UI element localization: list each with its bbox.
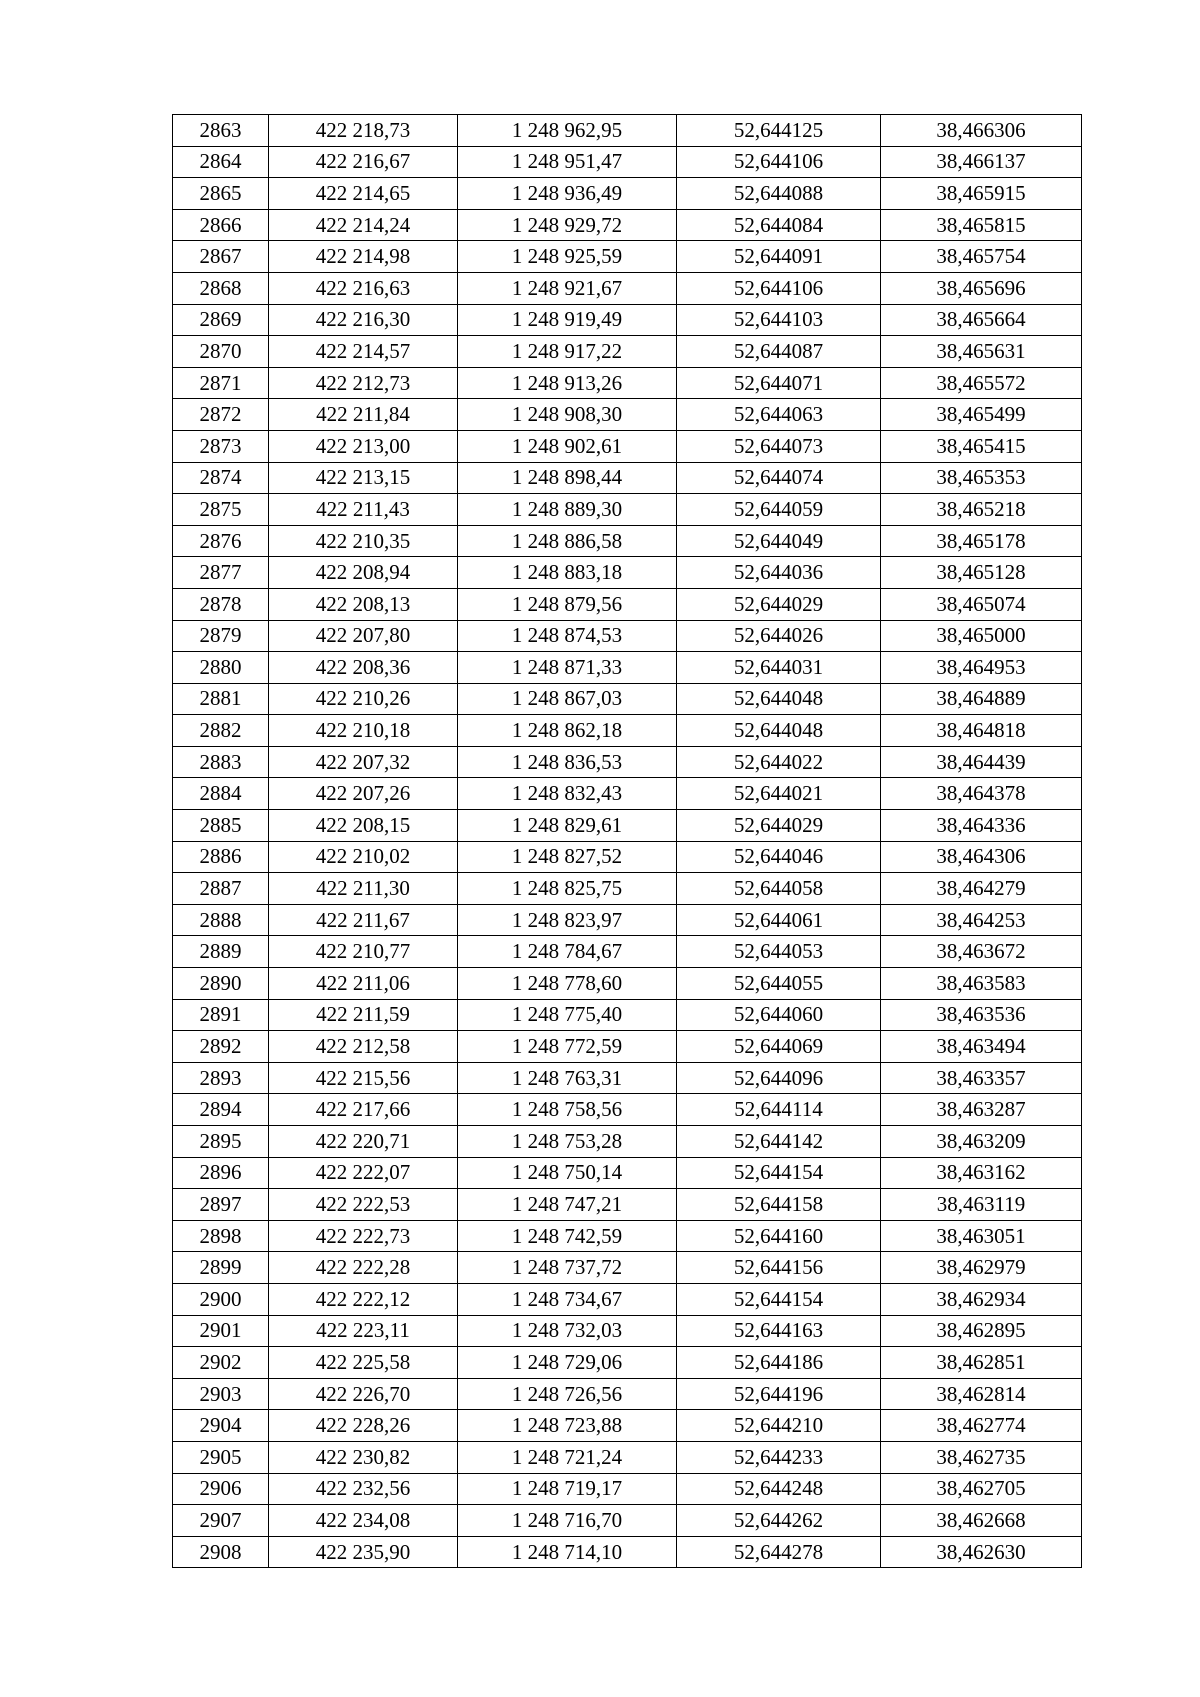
x-coordinate-cell: 422 211,84 xyxy=(269,399,458,431)
point-number-cell: 2902 xyxy=(173,1347,269,1379)
table-row xyxy=(173,1410,1082,1442)
longitude-cell: 38,463209 xyxy=(881,1126,1082,1158)
x-coordinate-cell: 422 208,13 xyxy=(269,588,458,620)
y-coordinate-cell: 1 248 763,31 xyxy=(458,1062,677,1094)
point-number-cell: 2866 xyxy=(173,209,269,241)
longitude-cell: 38,462735 xyxy=(881,1441,1082,1473)
y-coordinate-cell: 1 248 886,58 xyxy=(458,525,677,557)
point-number-cell: 2867 xyxy=(173,241,269,273)
point-number-cell: 2882 xyxy=(173,715,269,747)
x-coordinate-cell: 422 208,15 xyxy=(269,810,458,842)
latitude-cell: 52,644106 xyxy=(677,146,881,178)
x-coordinate-cell: 422 211,06 xyxy=(269,968,458,1000)
x-coordinate-cell: 422 218,73 xyxy=(269,115,458,147)
latitude-cell: 52,644029 xyxy=(677,810,881,842)
longitude-cell: 38,465074 xyxy=(881,588,1082,620)
table-row xyxy=(173,1157,1082,1189)
longitude-cell: 38,463357 xyxy=(881,1062,1082,1094)
longitude-cell: 38,465000 xyxy=(881,620,1082,652)
longitude-cell: 38,464253 xyxy=(881,904,1082,936)
x-coordinate-cell: 422 216,30 xyxy=(269,304,458,336)
y-coordinate-cell: 1 248 825,75 xyxy=(458,873,677,905)
x-coordinate-cell: 422 210,26 xyxy=(269,683,458,715)
point-number-cell: 2888 xyxy=(173,904,269,936)
latitude-cell: 52,644091 xyxy=(677,241,881,273)
longitude-cell: 38,465128 xyxy=(881,557,1082,589)
table-row xyxy=(173,683,1082,715)
longitude-cell: 38,466306 xyxy=(881,115,1082,147)
point-number-cell: 2877 xyxy=(173,557,269,589)
y-coordinate-cell: 1 248 734,67 xyxy=(458,1283,677,1315)
y-coordinate-cell: 1 248 750,14 xyxy=(458,1157,677,1189)
y-coordinate-cell: 1 248 883,18 xyxy=(458,557,677,589)
table-row xyxy=(173,588,1082,620)
y-coordinate-cell: 1 248 747,21 xyxy=(458,1189,677,1221)
x-coordinate-cell: 422 214,98 xyxy=(269,241,458,273)
longitude-cell: 38,464306 xyxy=(881,841,1082,873)
point-number-cell: 2898 xyxy=(173,1220,269,1252)
point-number-cell: 2894 xyxy=(173,1094,269,1126)
table-row xyxy=(173,1473,1082,1505)
point-number-cell: 2892 xyxy=(173,1031,269,1063)
table-row xyxy=(173,336,1082,368)
longitude-cell: 38,465915 xyxy=(881,178,1082,210)
y-coordinate-cell: 1 248 742,59 xyxy=(458,1220,677,1252)
longitude-cell: 38,463672 xyxy=(881,936,1082,968)
latitude-cell: 52,644060 xyxy=(677,999,881,1031)
longitude-cell: 38,462851 xyxy=(881,1347,1082,1379)
y-coordinate-cell: 1 248 772,59 xyxy=(458,1031,677,1063)
y-coordinate-cell: 1 248 729,06 xyxy=(458,1347,677,1379)
x-coordinate-cell: 422 225,58 xyxy=(269,1347,458,1379)
longitude-cell: 38,464818 xyxy=(881,715,1082,747)
point-number-cell: 2889 xyxy=(173,936,269,968)
y-coordinate-cell: 1 248 917,22 xyxy=(458,336,677,368)
x-coordinate-cell: 422 212,58 xyxy=(269,1031,458,1063)
latitude-cell: 52,644103 xyxy=(677,304,881,336)
point-number-cell: 2890 xyxy=(173,968,269,1000)
y-coordinate-cell: 1 248 919,49 xyxy=(458,304,677,336)
x-coordinate-cell: 422 217,66 xyxy=(269,1094,458,1126)
latitude-cell: 52,644142 xyxy=(677,1126,881,1158)
longitude-cell: 38,464439 xyxy=(881,746,1082,778)
y-coordinate-cell: 1 248 862,18 xyxy=(458,715,677,747)
x-coordinate-cell: 422 234,08 xyxy=(269,1505,458,1537)
latitude-cell: 52,644046 xyxy=(677,841,881,873)
longitude-cell: 38,464953 xyxy=(881,652,1082,684)
longitude-cell: 38,464378 xyxy=(881,778,1082,810)
x-coordinate-cell: 422 207,32 xyxy=(269,746,458,778)
x-coordinate-cell: 422 222,07 xyxy=(269,1157,458,1189)
y-coordinate-cell: 1 248 902,61 xyxy=(458,430,677,462)
y-coordinate-cell: 1 248 874,53 xyxy=(458,620,677,652)
latitude-cell: 52,644210 xyxy=(677,1410,881,1442)
table-row xyxy=(173,810,1082,842)
longitude-cell: 38,465664 xyxy=(881,304,1082,336)
x-coordinate-cell: 422 211,67 xyxy=(269,904,458,936)
longitude-cell: 38,465218 xyxy=(881,494,1082,526)
longitude-cell: 38,462934 xyxy=(881,1283,1082,1315)
longitude-cell: 38,464889 xyxy=(881,683,1082,715)
x-coordinate-cell: 422 214,24 xyxy=(269,209,458,241)
latitude-cell: 52,644058 xyxy=(677,873,881,905)
x-coordinate-cell: 422 222,12 xyxy=(269,1283,458,1315)
longitude-cell: 38,463536 xyxy=(881,999,1082,1031)
point-number-cell: 2881 xyxy=(173,683,269,715)
x-coordinate-cell: 422 220,71 xyxy=(269,1126,458,1158)
y-coordinate-cell: 1 248 778,60 xyxy=(458,968,677,1000)
latitude-cell: 52,644087 xyxy=(677,336,881,368)
y-coordinate-cell: 1 248 784,67 xyxy=(458,936,677,968)
point-number-cell: 2870 xyxy=(173,336,269,368)
y-coordinate-cell: 1 248 832,43 xyxy=(458,778,677,810)
x-coordinate-cell: 422 222,73 xyxy=(269,1220,458,1252)
longitude-cell: 38,462630 xyxy=(881,1536,1082,1568)
table-row xyxy=(173,715,1082,747)
point-number-cell: 2873 xyxy=(173,430,269,462)
point-number-cell: 2897 xyxy=(173,1189,269,1221)
x-coordinate-cell: 422 210,77 xyxy=(269,936,458,968)
y-coordinate-cell: 1 248 753,28 xyxy=(458,1126,677,1158)
table-row xyxy=(173,1536,1082,1568)
table-row xyxy=(173,1347,1082,1379)
point-number-cell: 2869 xyxy=(173,304,269,336)
point-number-cell: 2904 xyxy=(173,1410,269,1442)
y-coordinate-cell: 1 248 823,97 xyxy=(458,904,677,936)
y-coordinate-cell: 1 248 726,56 xyxy=(458,1378,677,1410)
table-row xyxy=(173,1315,1082,1347)
point-number-cell: 2880 xyxy=(173,652,269,684)
point-number-cell: 2884 xyxy=(173,778,269,810)
x-coordinate-cell: 422 210,35 xyxy=(269,525,458,557)
table-row xyxy=(173,1252,1082,1284)
latitude-cell: 52,644096 xyxy=(677,1062,881,1094)
table-row xyxy=(173,841,1082,873)
x-coordinate-cell: 422 211,43 xyxy=(269,494,458,526)
latitude-cell: 52,644156 xyxy=(677,1252,881,1284)
point-number-cell: 2899 xyxy=(173,1252,269,1284)
table-row xyxy=(173,873,1082,905)
point-number-cell: 2901 xyxy=(173,1315,269,1347)
latitude-cell: 52,644248 xyxy=(677,1473,881,1505)
latitude-cell: 52,644186 xyxy=(677,1347,881,1379)
longitude-cell: 38,465815 xyxy=(881,209,1082,241)
x-coordinate-cell: 422 230,82 xyxy=(269,1441,458,1473)
longitude-cell: 38,466137 xyxy=(881,146,1082,178)
table-row xyxy=(173,272,1082,304)
point-number-cell: 2896 xyxy=(173,1157,269,1189)
x-coordinate-cell: 422 216,63 xyxy=(269,272,458,304)
table-row xyxy=(173,1062,1082,1094)
y-coordinate-cell: 1 248 716,70 xyxy=(458,1505,677,1537)
table-row xyxy=(173,115,1082,147)
y-coordinate-cell: 1 248 913,26 xyxy=(458,367,677,399)
table-row xyxy=(173,1189,1082,1221)
table-row xyxy=(173,367,1082,399)
table-row xyxy=(173,620,1082,652)
point-number-cell: 2879 xyxy=(173,620,269,652)
y-coordinate-cell: 1 248 867,03 xyxy=(458,683,677,715)
y-coordinate-cell: 1 248 714,10 xyxy=(458,1536,677,1568)
y-coordinate-cell: 1 248 732,03 xyxy=(458,1315,677,1347)
point-number-cell: 2907 xyxy=(173,1505,269,1537)
x-coordinate-cell: 422 213,15 xyxy=(269,462,458,494)
y-coordinate-cell: 1 248 836,53 xyxy=(458,746,677,778)
table-row xyxy=(173,462,1082,494)
table-row xyxy=(173,1126,1082,1158)
point-number-cell: 2887 xyxy=(173,873,269,905)
y-coordinate-cell: 1 248 925,59 xyxy=(458,241,677,273)
latitude-cell: 52,644084 xyxy=(677,209,881,241)
longitude-cell: 38,463119 xyxy=(881,1189,1082,1221)
y-coordinate-cell: 1 248 723,88 xyxy=(458,1410,677,1442)
longitude-cell: 38,464279 xyxy=(881,873,1082,905)
longitude-cell: 38,465754 xyxy=(881,241,1082,273)
table-row xyxy=(173,746,1082,778)
latitude-cell: 52,644069 xyxy=(677,1031,881,1063)
table-row xyxy=(173,1220,1082,1252)
x-coordinate-cell: 422 214,57 xyxy=(269,336,458,368)
x-coordinate-cell: 422 222,53 xyxy=(269,1189,458,1221)
point-number-cell: 2865 xyxy=(173,178,269,210)
y-coordinate-cell: 1 248 889,30 xyxy=(458,494,677,526)
longitude-cell: 38,462814 xyxy=(881,1378,1082,1410)
x-coordinate-cell: 422 223,11 xyxy=(269,1315,458,1347)
point-number-cell: 2903 xyxy=(173,1378,269,1410)
latitude-cell: 52,644074 xyxy=(677,462,881,494)
longitude-cell: 38,465353 xyxy=(881,462,1082,494)
y-coordinate-cell: 1 248 921,67 xyxy=(458,272,677,304)
latitude-cell: 52,644106 xyxy=(677,272,881,304)
latitude-cell: 52,644160 xyxy=(677,1220,881,1252)
table-row xyxy=(173,430,1082,462)
coordinates-table-body xyxy=(173,115,1082,1568)
latitude-cell: 52,644158 xyxy=(677,1189,881,1221)
y-coordinate-cell: 1 248 962,95 xyxy=(458,115,677,147)
latitude-cell: 52,644154 xyxy=(677,1157,881,1189)
table-row xyxy=(173,209,1082,241)
y-coordinate-cell: 1 248 951,47 xyxy=(458,146,677,178)
longitude-cell: 38,465631 xyxy=(881,336,1082,368)
x-coordinate-cell: 422 210,02 xyxy=(269,841,458,873)
longitude-cell: 38,463162 xyxy=(881,1157,1082,1189)
table-row xyxy=(173,1505,1082,1537)
x-coordinate-cell: 422 226,70 xyxy=(269,1378,458,1410)
point-number-cell: 2875 xyxy=(173,494,269,526)
latitude-cell: 52,644029 xyxy=(677,588,881,620)
latitude-cell: 52,644048 xyxy=(677,715,881,747)
y-coordinate-cell: 1 248 827,52 xyxy=(458,841,677,873)
point-number-cell: 2868 xyxy=(173,272,269,304)
point-number-cell: 2893 xyxy=(173,1062,269,1094)
y-coordinate-cell: 1 248 908,30 xyxy=(458,399,677,431)
y-coordinate-cell: 1 248 758,56 xyxy=(458,1094,677,1126)
longitude-cell: 38,465178 xyxy=(881,525,1082,557)
latitude-cell: 52,644125 xyxy=(677,115,881,147)
y-coordinate-cell: 1 248 719,17 xyxy=(458,1473,677,1505)
latitude-cell: 52,644059 xyxy=(677,494,881,526)
point-number-cell: 2895 xyxy=(173,1126,269,1158)
x-coordinate-cell: 422 211,30 xyxy=(269,873,458,905)
x-coordinate-cell: 422 208,36 xyxy=(269,652,458,684)
longitude-cell: 38,463583 xyxy=(881,968,1082,1000)
longitude-cell: 38,463051 xyxy=(881,1220,1082,1252)
longitude-cell: 38,465499 xyxy=(881,399,1082,431)
table-row xyxy=(173,178,1082,210)
longitude-cell: 38,462668 xyxy=(881,1505,1082,1537)
x-coordinate-cell: 422 210,18 xyxy=(269,715,458,747)
x-coordinate-cell: 422 207,26 xyxy=(269,778,458,810)
x-coordinate-cell: 422 214,65 xyxy=(269,178,458,210)
table-row xyxy=(173,494,1082,526)
y-coordinate-cell: 1 248 929,72 xyxy=(458,209,677,241)
point-number-cell: 2874 xyxy=(173,462,269,494)
x-coordinate-cell: 422 207,80 xyxy=(269,620,458,652)
x-coordinate-cell: 422 208,94 xyxy=(269,557,458,589)
longitude-cell: 38,465696 xyxy=(881,272,1082,304)
table-row xyxy=(173,1441,1082,1473)
table-row xyxy=(173,652,1082,684)
longitude-cell: 38,464336 xyxy=(881,810,1082,842)
latitude-cell: 52,644063 xyxy=(677,399,881,431)
x-coordinate-cell: 422 232,56 xyxy=(269,1473,458,1505)
point-number-cell: 2883 xyxy=(173,746,269,778)
table-row xyxy=(173,1283,1082,1315)
point-number-cell: 2871 xyxy=(173,367,269,399)
longitude-cell: 38,462774 xyxy=(881,1410,1082,1442)
longitude-cell: 38,463494 xyxy=(881,1031,1082,1063)
table-row xyxy=(173,904,1082,936)
latitude-cell: 52,644088 xyxy=(677,178,881,210)
point-number-cell: 2886 xyxy=(173,841,269,873)
y-coordinate-cell: 1 248 737,72 xyxy=(458,1252,677,1284)
longitude-cell: 38,465415 xyxy=(881,430,1082,462)
y-coordinate-cell: 1 248 721,24 xyxy=(458,1441,677,1473)
y-coordinate-cell: 1 248 898,44 xyxy=(458,462,677,494)
latitude-cell: 52,644114 xyxy=(677,1094,881,1126)
latitude-cell: 52,644061 xyxy=(677,904,881,936)
point-number-cell: 2876 xyxy=(173,525,269,557)
table-row xyxy=(173,241,1082,273)
x-coordinate-cell: 422 222,28 xyxy=(269,1252,458,1284)
table-row xyxy=(173,1378,1082,1410)
table-row xyxy=(173,778,1082,810)
x-coordinate-cell: 422 211,59 xyxy=(269,999,458,1031)
point-number-cell: 2863 xyxy=(173,115,269,147)
y-coordinate-cell: 1 248 871,33 xyxy=(458,652,677,684)
table-row xyxy=(173,525,1082,557)
latitude-cell: 52,644048 xyxy=(677,683,881,715)
table-row xyxy=(173,968,1082,1000)
table-row xyxy=(173,557,1082,589)
latitude-cell: 52,644022 xyxy=(677,746,881,778)
point-number-cell: 2900 xyxy=(173,1283,269,1315)
point-number-cell: 2905 xyxy=(173,1441,269,1473)
point-number-cell: 2872 xyxy=(173,399,269,431)
latitude-cell: 52,644196 xyxy=(677,1378,881,1410)
latitude-cell: 52,644233 xyxy=(677,1441,881,1473)
latitude-cell: 52,644154 xyxy=(677,1283,881,1315)
table-row xyxy=(173,304,1082,336)
latitude-cell: 52,644026 xyxy=(677,620,881,652)
x-coordinate-cell: 422 216,67 xyxy=(269,146,458,178)
y-coordinate-cell: 1 248 879,56 xyxy=(458,588,677,620)
y-coordinate-cell: 1 248 775,40 xyxy=(458,999,677,1031)
longitude-cell: 38,465572 xyxy=(881,367,1082,399)
point-number-cell: 2908 xyxy=(173,1536,269,1568)
table-row xyxy=(173,146,1082,178)
point-number-cell: 2891 xyxy=(173,999,269,1031)
longitude-cell: 38,462705 xyxy=(881,1473,1082,1505)
latitude-cell: 52,644163 xyxy=(677,1315,881,1347)
x-coordinate-cell: 422 235,90 xyxy=(269,1536,458,1568)
latitude-cell: 52,644055 xyxy=(677,968,881,1000)
x-coordinate-cell: 422 228,26 xyxy=(269,1410,458,1442)
longitude-cell: 38,462895 xyxy=(881,1315,1082,1347)
point-number-cell: 2878 xyxy=(173,588,269,620)
latitude-cell: 52,644262 xyxy=(677,1505,881,1537)
x-coordinate-cell: 422 212,73 xyxy=(269,367,458,399)
latitude-cell: 52,644053 xyxy=(677,936,881,968)
longitude-cell: 38,463287 xyxy=(881,1094,1082,1126)
x-coordinate-cell: 422 213,00 xyxy=(269,430,458,462)
latitude-cell: 52,644049 xyxy=(677,525,881,557)
table-row xyxy=(173,936,1082,968)
latitude-cell: 52,644021 xyxy=(677,778,881,810)
table-row xyxy=(173,1094,1082,1126)
latitude-cell: 52,644071 xyxy=(677,367,881,399)
x-coordinate-cell: 422 215,56 xyxy=(269,1062,458,1094)
longitude-cell: 38,462979 xyxy=(881,1252,1082,1284)
point-number-cell: 2885 xyxy=(173,810,269,842)
coordinates-table xyxy=(172,114,1082,1568)
latitude-cell: 52,644036 xyxy=(677,557,881,589)
latitude-cell: 52,644073 xyxy=(677,430,881,462)
table-row xyxy=(173,399,1082,431)
point-number-cell: 2906 xyxy=(173,1473,269,1505)
latitude-cell: 52,644278 xyxy=(677,1536,881,1568)
y-coordinate-cell: 1 248 829,61 xyxy=(458,810,677,842)
y-coordinate-cell: 1 248 936,49 xyxy=(458,178,677,210)
table-row xyxy=(173,1031,1082,1063)
table-row xyxy=(173,999,1082,1031)
latitude-cell: 52,644031 xyxy=(677,652,881,684)
point-number-cell: 2864 xyxy=(173,146,269,178)
